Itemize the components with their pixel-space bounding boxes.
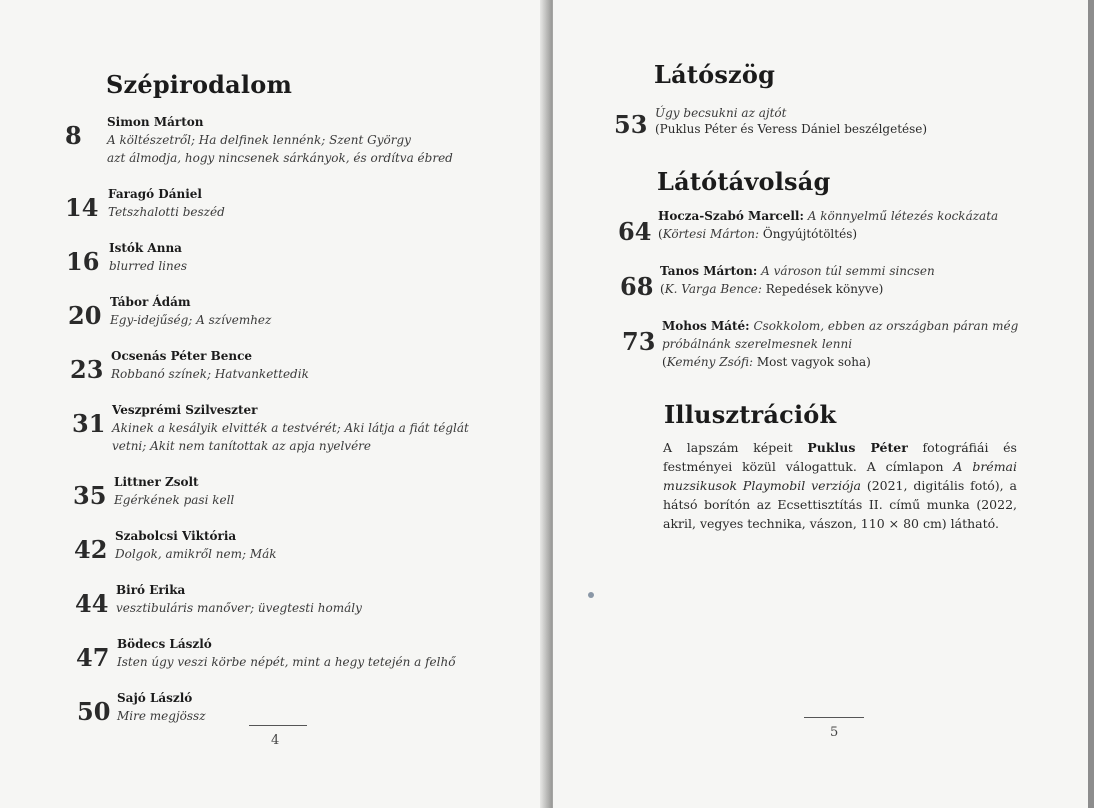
cover-title: A brémai muzsikusok Playmobil verziója — [663, 459, 1017, 493]
author-name: Simon Márton — [107, 115, 204, 129]
page-number: 44 — [75, 589, 109, 618]
review-line-cont — [662, 335, 852, 353]
work-titles: blurred lines — [109, 259, 187, 273]
book-title: Most vagyok soha) — [756, 355, 871, 369]
title-text: Úgy becsukni az ajtót — [655, 106, 787, 120]
author-name: Tanos Márton: — [660, 264, 758, 278]
page-number: 35 — [73, 481, 107, 510]
page-number: 42 — [74, 535, 108, 564]
page-folio: 5 — [830, 725, 839, 740]
reviewed-book: (Körtesi Márton: Öngyújtótöltés) — [658, 227, 858, 241]
author-name: Biró Erika — [116, 583, 186, 597]
work-titles-cont: vetni; Akit nem tanítottak az apja nyelvére — [112, 439, 372, 453]
page-number: 8 — [65, 121, 82, 150]
section-heading-latoszog: Látószög — [654, 60, 776, 89]
work-titles: Egérkének pasi kell — [114, 493, 235, 507]
review-line — [660, 262, 935, 280]
folio-rule — [249, 725, 307, 726]
book-edge — [1088, 0, 1094, 808]
section-heading-szepirodalom: Szépirodalom — [106, 70, 293, 99]
book-author: K. Varga Bence: — [664, 282, 762, 296]
work-subtitle: (Puklus Péter és Veress Dániel beszélgetése) — [655, 122, 928, 136]
page-number: 16 — [66, 247, 100, 276]
reviewed-book: (K. Varga Bence: Repedések könyve) — [660, 282, 884, 296]
text: A lapszám képeit — [663, 440, 808, 455]
work-titles: Akinek a kesályik elvitték a testvérét; Aki látja a fiát téglát — [112, 421, 469, 435]
page-number: 31 — [72, 409, 106, 438]
author-name: Sajó László — [117, 691, 193, 705]
author-name: Ocsenás Péter Bence — [111, 349, 253, 363]
work-titles: Mire megjössz — [117, 709, 206, 723]
author-name: Veszprémi Szilveszter — [112, 403, 258, 417]
title-text-cont: próbálnánk szerelmesnek lenni — [662, 337, 853, 351]
work-titles: Egy-idejűség; A szívemhez — [110, 313, 272, 327]
page-number: 64 — [618, 217, 652, 246]
work-titles: Tetszhalotti beszéd — [108, 205, 225, 219]
folio-rule — [804, 717, 864, 718]
page-number: 73 — [622, 327, 656, 356]
page-number: 47 — [76, 643, 110, 672]
work-titles: Robbanó színek; Hatvankettedik — [111, 367, 309, 381]
work-titles-cont: azt álmodja, hogy nincsenek sárkányok, és ordítva ébred — [107, 151, 453, 165]
section-heading-illusztraciok: Illusztrációk — [664, 400, 837, 429]
author-name: Hocza-Szabó Marcell: — [658, 209, 804, 223]
book-author: Kemény Zsófi: — [666, 355, 754, 369]
section-heading-latotavolsag: Látótávolság — [657, 167, 831, 196]
title-text: A városon túl semmi sincsen — [761, 264, 935, 278]
page-number: 53 — [614, 110, 648, 139]
right-page — [553, 0, 1088, 808]
text: (2021, digitális fotó), a hátsó borítón az — [663, 478, 1017, 512]
work-titles: Dolgok, amikről nem; Mák — [115, 547, 277, 561]
author-name: Tábor Ádám — [110, 295, 191, 309]
work-titles: vesztibuláris manőver; üvegtesti homály — [116, 601, 362, 615]
text: fotográfiái és festményei közül válogattuk. A címlapon — [663, 440, 1017, 474]
author-name: Bödecs László — [117, 637, 212, 651]
page-folio: 4 — [271, 733, 280, 748]
text: című munka (2022, akril, vegyes technika, vászon, 110 × 80 cm) látható. — [663, 497, 1018, 531]
artist-name: Puklus Péter — [807, 440, 908, 455]
page-number: 23 — [70, 355, 104, 384]
page-number: 14 — [65, 193, 99, 222]
author-name: Istók Anna — [109, 241, 182, 255]
author-name: Littner Zsolt — [114, 475, 199, 489]
paper-speck — [588, 592, 594, 598]
page-number: 20 — [68, 301, 102, 330]
title-text: Csokkolom, ebben az országban páran még — [753, 319, 1019, 333]
book-author: Körtesi Márton: — [662, 227, 760, 241]
review-line — [658, 207, 998, 225]
page-number: 68 — [620, 272, 654, 301]
page-number: 50 — [77, 697, 111, 726]
back-cover-title: Ecsettisztítás II. — [777, 497, 883, 512]
work-titles: Isten úgy veszi körbe népét, mint a hegy tetején a felhő — [117, 655, 456, 669]
book-title: Repedések könyve) — [765, 282, 884, 296]
review-line — [662, 317, 1018, 335]
author-name: Szabolcsi Viktória — [115, 529, 237, 543]
author-name: Faragó Dániel — [108, 187, 202, 201]
work-titles: A költészetről; Ha delfinek lennénk; Szent György — [107, 133, 411, 147]
title-text: A könnyelmű létezés kockázata — [807, 209, 999, 223]
author-name: Mohos Máté: — [662, 319, 750, 333]
illustrations-paragraph — [663, 438, 1017, 533]
book-title: Öngyújtótöltés) — [762, 227, 858, 241]
reviewed-book: (Kemény Zsófi: Most vagyok soha) — [662, 355, 871, 369]
